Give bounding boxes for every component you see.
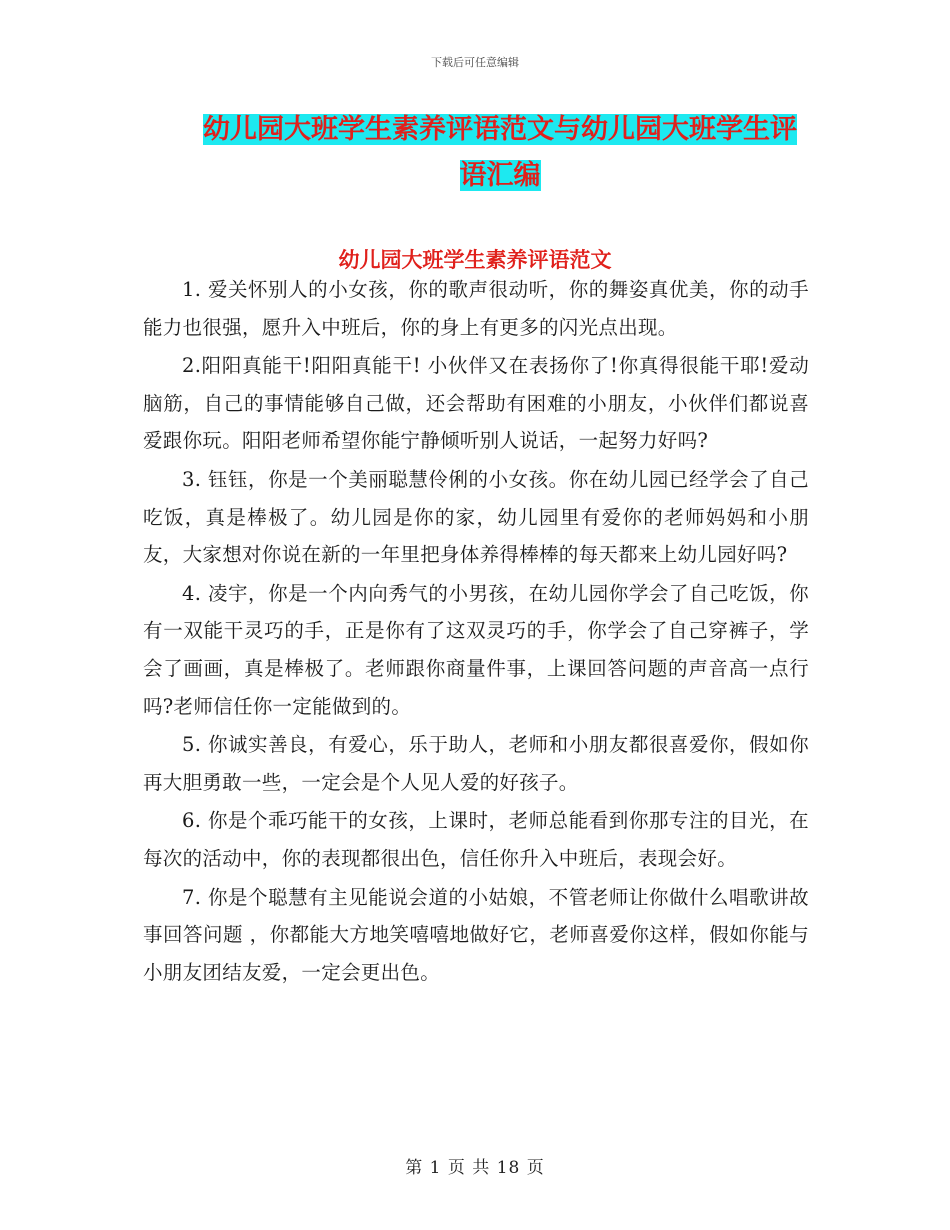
section-title: 幼儿园大班学生素养评语范文: [338, 247, 612, 272]
document-title-text: 幼儿园大班学生素养评语范文与幼儿园大班学生评语汇编: [203, 114, 797, 191]
header-note: 下载后可任意编辑: [431, 56, 519, 69]
paragraph-6: 6. 你是个乖巧能干的女孩，上课时，老师总能看到你那专注的目光，在每次的活动中，你的表现都很出色，信任你升入中班后，表现会好。: [143, 809, 809, 870]
document-title: [190, 107, 810, 199]
paragraph-5: 5. 你诚实善良，有爱心，乐于助人，老师和小朋友都很喜爱你，假如你再大胆勇敢一些，一定会是个人见人爱的好孩子。: [143, 733, 809, 794]
paragraph-1: 1. 爱关怀别人的小女孩，你的歌声很动听，你的舞姿真优美，你的动手能力也很强，愿升入中班后，你的身上有更多的闪光点出现。: [143, 278, 809, 339]
paragraph-2: 2.阳阳真能干!阳阳真能干! 小伙伴又在表扬你了!你真得很能干耶!爱动脑筋，自己的事情能够自己做，还会帮助有困难的小朋友，小伙伴们都说喜爱跟你玩。阳阳老师希望你能宁静倾听别人说话，一起努力好吗?: [143, 354, 809, 453]
document-body: [143, 271, 809, 991]
page-footer: 第 1 页 共 18 页: [405, 1158, 545, 1178]
paragraph-3: 3. 钰钰，你是一个美丽聪慧伶俐的小女孩。你在幼儿园已经学会了自己吃饭，真是棒极了。幼儿园是你的家，幼儿园里有爱你的老师妈妈和小朋友，大家想对你说在新的一年里把身体养得棒棒的每天都来上幼儿园好吗?: [143, 467, 809, 567]
paragraph-4: 4. 凌宇，你是一个内向秀气的小男孩，在幼儿园你学会了自己吃饭，你有一双能干灵巧的手，正是你有了这双灵巧的手，你学会了自己穿裤子，学会了画画，真是棒极了。老师跟你商量件事，上课回答问题的声音高一点行吗?老师信任你一定能做到的。: [143, 581, 809, 718]
paragraph-7: 7. 你是个聪慧有主见能说会道的小姑娘，不管老师让你做什么唱歌讲故事回答问题 ，你都能大方地笑嘻嘻地做好它，老师喜爱你这样，假如你能与小朋友团结友爱，一定会更出色。: [143, 885, 809, 984]
